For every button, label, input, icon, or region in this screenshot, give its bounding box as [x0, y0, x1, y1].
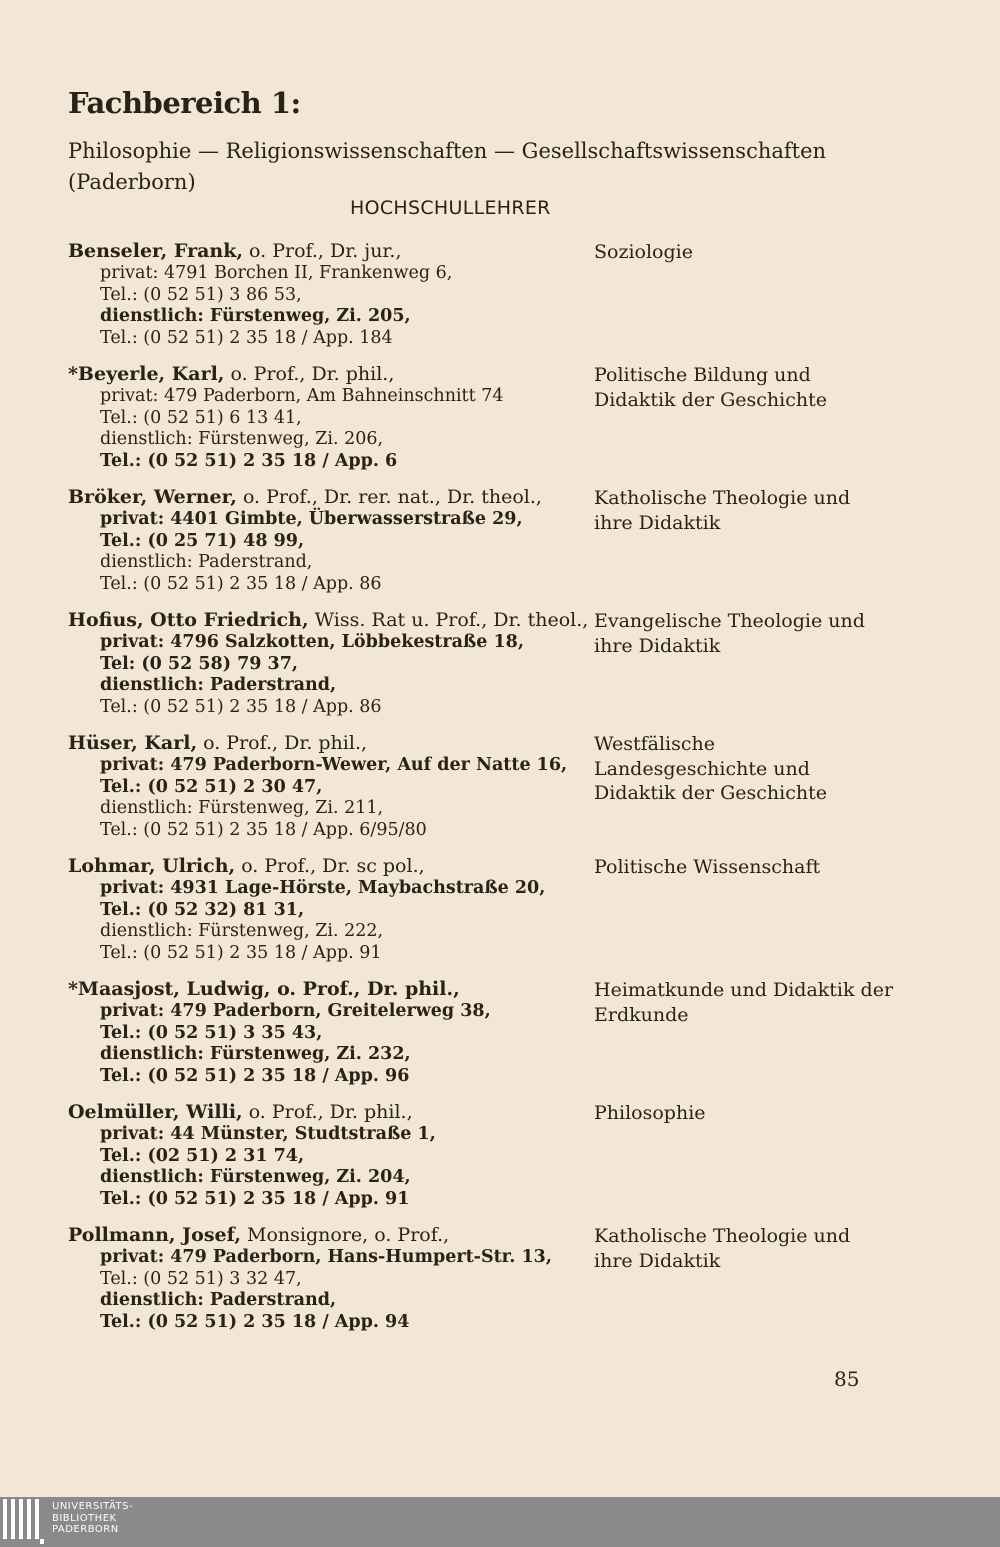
person-name: Oelmüller, Willi, — [68, 1101, 243, 1123]
subject-field: Katholische Theologie und ihre Didaktik — [594, 487, 851, 534]
private-phone: Tel.: (02 51) 2 31 74, — [100, 1145, 305, 1166]
library-logo-icon — [2, 1499, 46, 1545]
office-address: dienstlich: Paderstrand, — [100, 675, 337, 695]
person-name: Hofius, Otto Friedrich, — [68, 609, 309, 631]
subject-field: Politische Wissenschaft — [594, 856, 821, 878]
private-phone: Tel: (0 52 58) 79 37, — [100, 653, 298, 674]
subject-field: Westfälische Landesgeschichte und Didaktik der Geschichte — [594, 733, 827, 804]
private-address: privat: 479 Paderborn-Wewer, Auf der Natte 16, — [100, 755, 568, 775]
subject-field: Katholische Theologie und ihre Didaktik — [594, 1225, 851, 1272]
subject-field: Heimatkunde und Didaktik der Erdkunde — [594, 979, 894, 1026]
person-details — [68, 486, 588, 595]
person-title: o. Prof., Dr. phil., — [277, 978, 460, 1000]
private-address: privat: 4791 Borchen II, Frankenweg 6, — [100, 263, 453, 283]
private-phone: Tel.: (0 52 51) 3 86 53, — [100, 284, 302, 305]
office-address: dienstlich: Fürstenweg, Zi. 211, — [100, 798, 384, 818]
subject-field: Politische Bildung und Didaktik der Geschichte — [594, 364, 827, 411]
person-title: o. Prof., Dr. jur., — [249, 240, 402, 262]
person-title: o. Prof., Dr. rer. nat., Dr. theol., — [242, 486, 542, 508]
person-name: Benseler, Frank, — [68, 240, 243, 262]
subject-field: Philosophie — [594, 1102, 706, 1124]
person-details — [68, 978, 588, 1087]
person-title: o. Prof., Dr. sc pol., — [241, 855, 425, 877]
person-title: o. Prof., Dr. phil., — [203, 732, 368, 754]
private-phone: Tel.: (0 52 51) 2 30 47, — [100, 776, 323, 797]
office-address: dienstlich: Fürstenweg, Zi. 204, — [100, 1167, 411, 1187]
faculty-entry-beyerle — [68, 363, 968, 486]
faculty-entry-maasjost — [68, 978, 968, 1101]
library-name-line: PADERBORN — [52, 1524, 119, 1535]
library-name-line: BIBLIOTHEK — [52, 1512, 117, 1524]
office-address: dienstlich: Paderstrand, — [100, 552, 313, 572]
office-phone: Tel.: (0 52 51) 2 35 18 / App. 6 — [100, 450, 398, 471]
faculty-entry-hofius — [68, 609, 968, 732]
office-phone: Tel.: (0 52 51) 2 35 18 / App. 94 — [100, 1311, 410, 1332]
person-details — [68, 240, 588, 349]
section-heading: HOCHSCHULLEHRER — [350, 197, 551, 219]
office-phone: Tel.: (0 52 51) 2 35 18 / App. 184 — [100, 327, 393, 348]
person-title: o. Prof., Dr. phil., — [230, 363, 395, 385]
person-details — [68, 1224, 588, 1333]
private-address: privat: 4796 Salzkotten, Löbbekestraße 18, — [100, 632, 524, 652]
office-phone: Tel.: (0 52 51) 2 35 18 / App. 6/95/80 — [100, 819, 427, 840]
person-details — [68, 363, 588, 472]
library-footer — [0, 1497, 1000, 1547]
private-phone: Tel.: (0 52 32) 81 31, — [100, 899, 305, 920]
person-title: Monsignore, o. Prof., — [247, 1224, 450, 1246]
office-address: dienstlich: Fürstenweg, Zi. 205, — [100, 306, 411, 326]
person-title: o. Prof., Dr. phil., — [248, 1101, 413, 1123]
office-phone: Tel.: (0 52 51) 2 35 18 / App. 86 — [100, 573, 382, 594]
private-phone: Tel.: (0 52 51) 6 13 41, — [100, 407, 302, 428]
faculty-entry-hueser — [68, 732, 968, 855]
faculty-entry-oelmueller — [68, 1101, 968, 1224]
office-address: dienstlich: Fürstenweg, Zi. 232, — [100, 1044, 411, 1064]
person-details — [68, 609, 588, 718]
page-number: 85 — [834, 1367, 860, 1391]
office-phone: Tel.: (0 52 51) 2 35 18 / App. 86 — [100, 696, 382, 717]
person-name: *Maasjost, Ludwig, — [68, 978, 271, 1000]
faculty-entry-pollmann — [68, 1224, 968, 1347]
private-address: privat: 44 Münster, Studtstraße 1, — [100, 1124, 436, 1144]
person-name: Hüser, Karl, — [68, 732, 198, 754]
subject-field: Evangelische Theologie und ihre Didaktik — [594, 610, 865, 657]
private-address: privat: 479 Paderborn, Hans-Humpert-Str. 13, — [100, 1247, 552, 1267]
private-address: privat: 4401 Gimbte, Überwasserstraße 29, — [100, 509, 523, 529]
office-address: dienstlich: Paderstrand, — [100, 1290, 337, 1310]
faculty-entry-broeker — [68, 486, 968, 609]
private-address: privat: 4931 Lage-Hörste, Maybachstraße 20, — [100, 878, 546, 898]
person-title: Wiss. Rat u. Prof., Dr. theol., — [314, 609, 589, 631]
person-details — [68, 1101, 588, 1210]
person-name: Bröker, Werner, — [68, 486, 237, 508]
person-name: *Beyerle, Karl, — [68, 363, 225, 385]
private-address: privat: 479 Paderborn, Greitelerweg 38, — [100, 1001, 491, 1021]
faculty-entry-lohmar — [68, 855, 968, 978]
office-phone: Tel.: (0 52 51) 2 35 18 / App. 91 — [100, 942, 382, 963]
faculty-entry-benseler — [68, 240, 968, 363]
page-subtitle: Philosophie — Religionswissenschaften — Gesellschaftswissenschaften (Paderborn) — [68, 139, 827, 194]
person-details — [68, 855, 588, 964]
office-phone: Tel.: (0 52 51) 2 35 18 / App. 91 — [100, 1188, 410, 1209]
subject-field: Soziologie — [594, 241, 693, 263]
private-phone: Tel.: (0 25 71) 48 99, — [100, 530, 305, 551]
faculty-list — [68, 240, 968, 1347]
office-address: dienstlich: Fürstenweg, Zi. 206, — [100, 429, 384, 449]
office-address: dienstlich: Fürstenweg, Zi. 222, — [100, 921, 384, 941]
library-name-line: UNIVERSITÄTS- — [52, 1501, 134, 1512]
person-name: Pollmann, Josef, — [68, 1224, 241, 1246]
library-name — [52, 1501, 133, 1536]
private-address: privat: 479 Paderborn, Am Bahneinschnitt 74 — [100, 386, 504, 406]
person-name: Lohmar, Ulrich, — [68, 855, 236, 877]
person-details — [68, 732, 588, 841]
page-title: Fachbereich 1: — [68, 86, 301, 120]
private-phone: Tel.: (0 52 51) 3 32 47, — [100, 1268, 302, 1289]
office-phone: Tel.: (0 52 51) 2 35 18 / App. 96 — [100, 1065, 410, 1086]
private-phone: Tel.: (0 52 51) 3 35 43, — [100, 1022, 323, 1043]
